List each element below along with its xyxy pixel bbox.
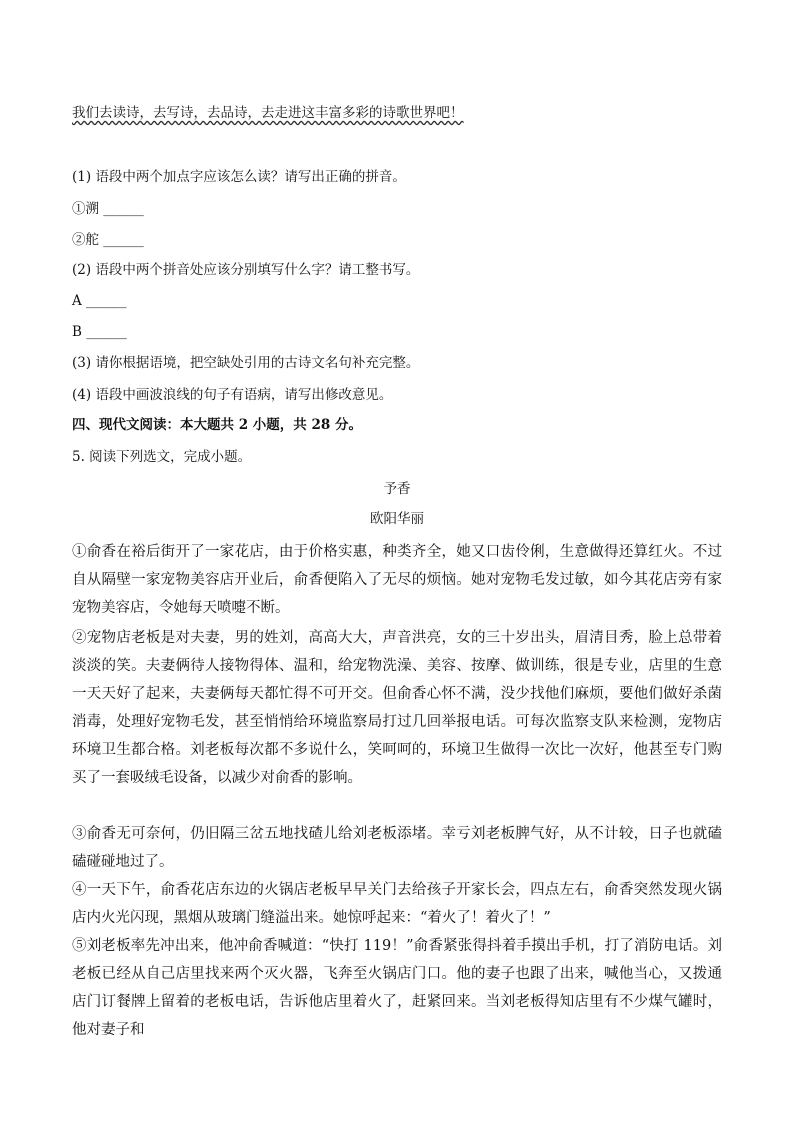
article-paragraph-5: ⑤刘老板率先冲出来，他冲俞香喊道：“快打 119！”俞香紧张得抖着手摸出手机，打了消防电话。刘老板已经从自己店里找来两个灭火器，飞奔至火锅店门口。他的妻子也跟了出来，喊他当心，又拨通店门订餐牌上留着的老板电话，告诉他店里着火了，赶紧回来。当刘老板得知店里有不少煤气罐时，他对妻子和 bbox=[72, 938, 722, 1038]
question-3: (3) 请你根据语境，把空缺处引用的古诗文名句补充完整。 bbox=[72, 355, 420, 371]
article-paragraph-2: ②宠物店老板是对夫妻，男的姓刘，高高大大，声音洪亮，女的三十岁出头，眉清目秀，脸上总带着淡淡的笑。夫妻俩待人接物得体、温和，给宠物洗澡、美容、按摩、做训练，很是专业，店里的生意一天天好了起来，夫妻俩每天都忙得不可开交。但俞香心怀不满，没少找他们麻烦，要他们做好杀菌消毒，处理好宠物毛发，甚至悄悄给环境监察局打过几回举报电话。可每次监察支队来检测，宠物店环境卫生都合格。刘老板每次都不多说什么，笑呵呵的，环境卫生做得一次比一次好，他甚至专门购买了一套吸绒毛设备，以减少对俞香的影响。 bbox=[72, 630, 722, 786]
question-2-b: B ______ bbox=[72, 324, 127, 340]
question-1-a: ①溯 ______ bbox=[72, 201, 144, 217]
article-paragraph-3: ③俞香无可奈何，仍旧隔三岔五地找碴儿给刘老板添堵。幸亏刘老板脾气好，从不计较，日子也就磕磕碰碰地过了。 bbox=[72, 826, 722, 870]
article-title: 予香 bbox=[383, 481, 411, 497]
section-heading: 四、现代文阅读：本大题共 2 小题，共 28 分。 bbox=[72, 417, 362, 433]
question-1: (1) 语段中两个加点字应该怎么读？请写出正确的拼音。 bbox=[72, 169, 406, 185]
question-1-b: ②舵 ______ bbox=[72, 232, 144, 248]
wavy-underlined-sentence: 我们去读诗，去写诗，去品诗，去走进这丰富多彩的诗歌世界吧！ bbox=[72, 105, 464, 121]
question-4: (4) 语段中画波浪线的句子有语病，请写出修改意见。 bbox=[72, 387, 393, 403]
intro-line bbox=[72, 104, 722, 122]
article-paragraph-1: ①俞香在裕后街开了一家花店，由于价格实惠，种类齐全，她又口齿伶俐，生意做得还算红火。不过自从隔壁一家宠物美容店开业后，俞香便陷入了无尽的烦恼。她对宠物毛发过敏，如今其花店旁有家宠物美容店，令她每天喷嚏不断。 bbox=[72, 544, 722, 616]
question-2: (2) 语段中两个拼音处应该分别填写什么字？请工整书写。 bbox=[72, 262, 420, 278]
question-2-a: A ______ bbox=[72, 293, 127, 309]
question-5-intro: 5. 阅读下列选文，完成小题。 bbox=[72, 449, 252, 465]
article-paragraph-4: ④一天下午，俞香花店东边的火锅店老板早早关门去给孩子开家长会，四点左右，俞香突然发现火锅店内火光闪现，黑烟从玻璃门缝溢出来。她惊呼起来：“着火了！着火了！” bbox=[72, 882, 722, 926]
article-author: 欧阳华丽 bbox=[370, 511, 424, 527]
